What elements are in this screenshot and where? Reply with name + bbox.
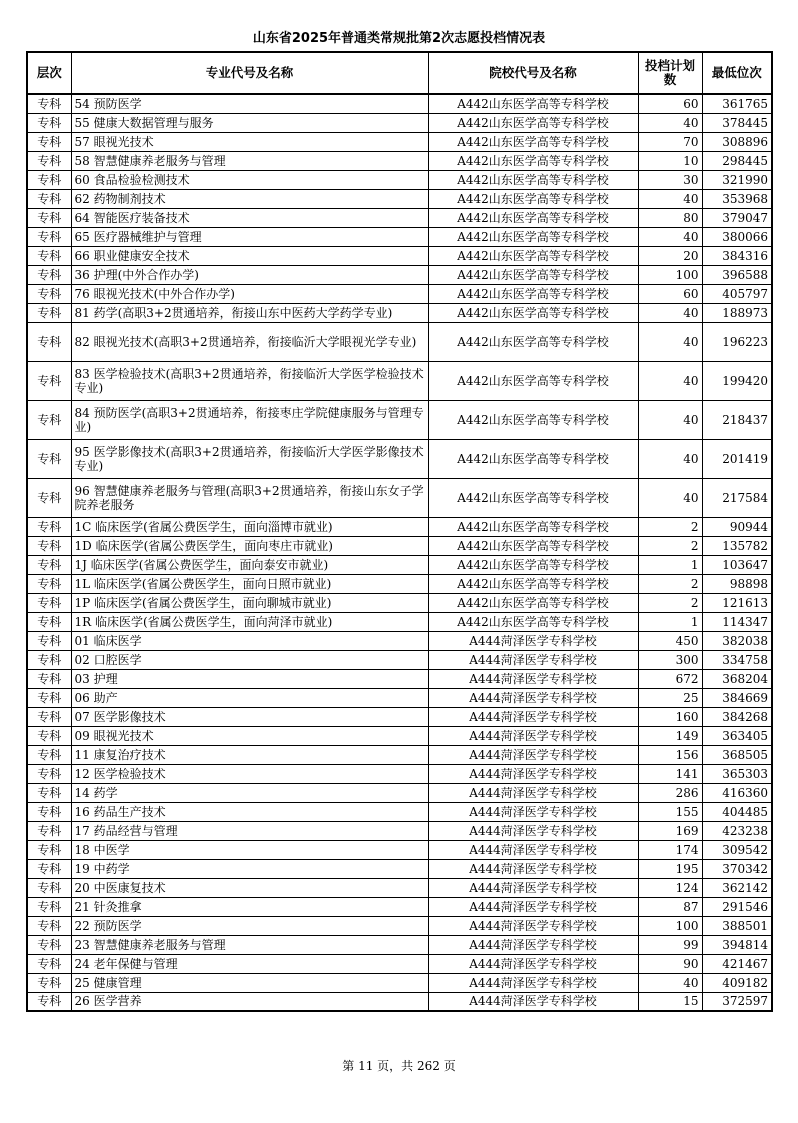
cell-major: 36 护理(中外合作办学) (71, 265, 428, 284)
table-row (27, 400, 772, 439)
table-row (27, 439, 772, 478)
cell-plan: 141 (638, 764, 702, 783)
cell-level: 专科 (27, 688, 71, 707)
table-row (27, 688, 772, 707)
cell-level: 专科 (27, 303, 71, 322)
table-row (27, 361, 772, 400)
cell-rank: 298445 (702, 151, 772, 170)
cell-rank: 291546 (702, 897, 772, 916)
table-row (27, 303, 772, 322)
cell-rank: 309542 (702, 840, 772, 859)
table-row (27, 745, 772, 764)
cell-plan: 1 (638, 612, 702, 631)
header-plan: 投档计划数 (638, 52, 702, 94)
cell-school: A442山东医学高等专科学校 (428, 246, 638, 265)
table-row (27, 726, 772, 745)
cell-major: 1L 临床医学(省属公费医学生，面向日照市就业) (71, 574, 428, 593)
cell-major: 66 职业健康安全技术 (71, 246, 428, 265)
cell-level: 专科 (27, 916, 71, 935)
cell-level: 专科 (27, 246, 71, 265)
cell-major: 1J 临床医学(省属公费医学生，面向泰安市就业) (71, 555, 428, 574)
cell-plan: 90 (638, 954, 702, 973)
cell-level: 专科 (27, 707, 71, 726)
cell-plan: 286 (638, 783, 702, 802)
table-row (27, 227, 772, 246)
cell-major: 18 中医学 (71, 840, 428, 859)
cell-plan: 100 (638, 265, 702, 284)
table-row (27, 322, 772, 361)
cell-major: 1P 临床医学(省属公费医学生，面向聊城市就业) (71, 593, 428, 612)
cell-major: 16 药品生产技术 (71, 802, 428, 821)
cell-school: A444菏泽医学专科学校 (428, 878, 638, 897)
cell-level: 专科 (27, 935, 71, 954)
cell-major: 96 智慧健康养老服务与管理(高职3+2贯通培养，衔接山东女子学院养老服务 (71, 478, 428, 517)
cell-plan: 40 (638, 361, 702, 400)
cell-rank: 201419 (702, 439, 772, 478)
page-footer: 第 11 页，共 262 页 (342, 1059, 456, 1073)
cell-rank: 334758 (702, 650, 772, 669)
cell-school: A442山东医学高等专科学校 (428, 284, 638, 303)
table-row (27, 208, 772, 227)
header-rank: 最低位次 (702, 52, 772, 94)
cell-level: 专科 (27, 132, 71, 151)
table-header-row (27, 52, 772, 94)
cell-plan: 124 (638, 878, 702, 897)
cell-major: 25 健康管理 (71, 973, 428, 992)
cell-level: 专科 (27, 973, 71, 992)
cell-school: A442山东医学高等专科学校 (428, 227, 638, 246)
cell-level: 专科 (27, 783, 71, 802)
cell-school: A442山东医学高等专科学校 (428, 208, 638, 227)
cell-major: 55 健康大数据管理与服务 (71, 113, 428, 132)
cell-plan: 195 (638, 859, 702, 878)
table-row (27, 859, 772, 878)
cell-rank: 388501 (702, 916, 772, 935)
cell-major: 06 助产 (71, 688, 428, 707)
cell-school: A444菏泽医学专科学校 (428, 859, 638, 878)
cell-plan: 100 (638, 916, 702, 935)
cell-rank: 368204 (702, 669, 772, 688)
cell-rank: 135782 (702, 536, 772, 555)
table-row (27, 992, 772, 1011)
cell-school: A442山东医学高等专科学校 (428, 94, 638, 113)
cell-plan: 2 (638, 574, 702, 593)
cell-major: 22 预防医学 (71, 916, 428, 935)
table-row (27, 151, 772, 170)
cell-major: 60 食品检验检测技术 (71, 170, 428, 189)
table-row (27, 840, 772, 859)
cell-rank: 372597 (702, 992, 772, 1011)
cell-major: 64 智能医疗装备技术 (71, 208, 428, 227)
cell-rank: 384268 (702, 707, 772, 726)
cell-level: 专科 (27, 170, 71, 189)
cell-major: 07 医学影像技术 (71, 707, 428, 726)
cell-level: 专科 (27, 400, 71, 439)
table-row (27, 593, 772, 612)
table-row (27, 707, 772, 726)
cell-rank: 121613 (702, 593, 772, 612)
cell-plan: 10 (638, 151, 702, 170)
cell-rank: 409182 (702, 973, 772, 992)
cell-rank: 114347 (702, 612, 772, 631)
cell-school: A444菏泽医学专科学校 (428, 954, 638, 973)
cell-school: A444菏泽医学专科学校 (428, 764, 638, 783)
cell-school: A442山东医学高等专科学校 (428, 189, 638, 208)
cell-major: 17 药品经营与管理 (71, 821, 428, 840)
cell-plan: 40 (638, 227, 702, 246)
cell-rank: 405797 (702, 284, 772, 303)
table-row (27, 113, 772, 132)
cell-school: A444菏泽医学专科学校 (428, 821, 638, 840)
cell-school: A444菏泽医学专科学校 (428, 935, 638, 954)
cell-school: A442山东医学高等专科学校 (428, 555, 638, 574)
table-row (27, 478, 772, 517)
cell-level: 专科 (27, 227, 71, 246)
cell-plan: 20 (638, 246, 702, 265)
cell-rank: 378445 (702, 113, 772, 132)
cell-school: A442山东医学高等专科学校 (428, 517, 638, 536)
cell-school: A442山东医学高等专科学校 (428, 478, 638, 517)
cell-school: A442山东医学高等专科学校 (428, 170, 638, 189)
cell-major: 01 临床医学 (71, 631, 428, 650)
admission-table (26, 51, 773, 1012)
cell-level: 专科 (27, 821, 71, 840)
cell-school: A444菏泽医学专科学校 (428, 916, 638, 935)
cell-major: 14 药学 (71, 783, 428, 802)
cell-plan: 60 (638, 284, 702, 303)
cell-plan: 25 (638, 688, 702, 707)
cell-plan: 15 (638, 992, 702, 1011)
cell-major: 82 眼视光技术(高职3+2贯通培养，衔接临沂大学眼视光学专业) (71, 322, 428, 361)
cell-major: 03 护理 (71, 669, 428, 688)
cell-major: 1R 临床医学(省属公费医学生，面向菏泽市就业) (71, 612, 428, 631)
cell-school: A442山东医学高等专科学校 (428, 151, 638, 170)
cell-rank: 90944 (702, 517, 772, 536)
table-row (27, 935, 772, 954)
cell-rank: 321990 (702, 170, 772, 189)
cell-major: 26 医学营养 (71, 992, 428, 1011)
table-row (27, 94, 772, 113)
cell-plan: 160 (638, 707, 702, 726)
cell-major: 83 医学检验技术(高职3+2贯通培养，衔接临沂大学医学检验技术专业) (71, 361, 428, 400)
cell-major: 58 智慧健康养老服务与管理 (71, 151, 428, 170)
cell-plan: 40 (638, 189, 702, 208)
cell-major: 24 老年保健与管理 (71, 954, 428, 973)
cell-major: 21 针灸推拿 (71, 897, 428, 916)
cell-level: 专科 (27, 361, 71, 400)
header-level: 层次 (27, 52, 71, 94)
cell-level: 专科 (27, 322, 71, 361)
cell-school: A444菏泽医学专科学校 (428, 726, 638, 745)
table-row (27, 265, 772, 284)
cell-rank: 363405 (702, 726, 772, 745)
cell-level: 专科 (27, 745, 71, 764)
cell-rank: 218437 (702, 400, 772, 439)
cell-level: 专科 (27, 764, 71, 783)
cell-plan: 60 (638, 94, 702, 113)
cell-school: A442山东医学高等专科学校 (428, 132, 638, 151)
cell-plan: 300 (638, 650, 702, 669)
cell-rank: 380066 (702, 227, 772, 246)
cell-plan: 99 (638, 935, 702, 954)
cell-rank: 416360 (702, 783, 772, 802)
cell-major: 54 预防医学 (71, 94, 428, 113)
cell-major: 23 智慧健康养老服务与管理 (71, 935, 428, 954)
cell-major: 09 眼视光技术 (71, 726, 428, 745)
cell-school: A444菏泽医学专科学校 (428, 707, 638, 726)
cell-level: 专科 (27, 439, 71, 478)
cell-plan: 87 (638, 897, 702, 916)
cell-rank: 199420 (702, 361, 772, 400)
cell-major: 1C 临床医学(省属公费医学生，面向淄博市就业) (71, 517, 428, 536)
cell-plan: 40 (638, 973, 702, 992)
table-row (27, 973, 772, 992)
cell-level: 专科 (27, 478, 71, 517)
cell-rank: 382038 (702, 631, 772, 650)
page-title: 山东省2025年普通类常规批第2次志愿投档情况表 (252, 31, 546, 46)
cell-major: 20 中医康复技术 (71, 878, 428, 897)
cell-school: A442山东医学高等专科学校 (428, 612, 638, 631)
cell-school: A442山东医学高等专科学校 (428, 439, 638, 478)
cell-plan: 149 (638, 726, 702, 745)
cell-level: 专科 (27, 859, 71, 878)
header-school: 院校代号及名称 (428, 52, 638, 94)
cell-plan: 2 (638, 593, 702, 612)
cell-level: 专科 (27, 284, 71, 303)
cell-school: A444菏泽医学专科学校 (428, 631, 638, 650)
cell-major: 57 眼视光技术 (71, 132, 428, 151)
table-row (27, 246, 772, 265)
cell-school: A444菏泽医学专科学校 (428, 897, 638, 916)
cell-rank: 404485 (702, 802, 772, 821)
cell-level: 专科 (27, 992, 71, 1011)
table-row (27, 669, 772, 688)
cell-level: 专科 (27, 265, 71, 284)
table-row (27, 764, 772, 783)
header-major: 专业代号及名称 (71, 52, 428, 94)
table-row (27, 170, 772, 189)
cell-major: 1D 临床医学(省属公费医学生，面向枣庄市就业) (71, 536, 428, 555)
table-row (27, 783, 772, 802)
table-row (27, 536, 772, 555)
cell-rank: 379047 (702, 208, 772, 227)
cell-school: A442山东医学高等专科学校 (428, 593, 638, 612)
cell-plan: 169 (638, 821, 702, 840)
cell-school: A444菏泽医学专科学校 (428, 745, 638, 764)
cell-plan: 155 (638, 802, 702, 821)
cell-rank: 370342 (702, 859, 772, 878)
cell-level: 专科 (27, 726, 71, 745)
cell-rank: 98898 (702, 574, 772, 593)
cell-rank: 308896 (702, 132, 772, 151)
cell-level: 专科 (27, 840, 71, 859)
cell-rank: 353968 (702, 189, 772, 208)
cell-school: A444菏泽医学专科学校 (428, 840, 638, 859)
cell-school: A442山东医学高等专科学校 (428, 322, 638, 361)
table-row (27, 897, 772, 916)
table-row (27, 574, 772, 593)
cell-rank: 368505 (702, 745, 772, 764)
cell-rank: 421467 (702, 954, 772, 973)
cell-rank: 423238 (702, 821, 772, 840)
cell-rank: 384316 (702, 246, 772, 265)
cell-level: 专科 (27, 208, 71, 227)
cell-major: 12 医学检验技术 (71, 764, 428, 783)
table-row (27, 802, 772, 821)
table-row (27, 284, 772, 303)
table-row (27, 878, 772, 897)
table-row (27, 954, 772, 973)
cell-level: 专科 (27, 555, 71, 574)
cell-rank: 396588 (702, 265, 772, 284)
table-row (27, 631, 772, 650)
cell-level: 专科 (27, 612, 71, 631)
table-row (27, 132, 772, 151)
cell-level: 专科 (27, 94, 71, 113)
cell-school: A444菏泽医学专科学校 (428, 802, 638, 821)
cell-plan: 40 (638, 322, 702, 361)
cell-school: A442山东医学高等专科学校 (428, 113, 638, 132)
cell-school: A442山东医学高等专科学校 (428, 536, 638, 555)
cell-level: 专科 (27, 574, 71, 593)
cell-level: 专科 (27, 802, 71, 821)
cell-level: 专科 (27, 650, 71, 669)
cell-plan: 672 (638, 669, 702, 688)
cell-school: A442山东医学高等专科学校 (428, 303, 638, 322)
table-row (27, 189, 772, 208)
cell-plan: 40 (638, 303, 702, 322)
cell-plan: 30 (638, 170, 702, 189)
cell-school: A444菏泽医学专科学校 (428, 650, 638, 669)
cell-major: 19 中药学 (71, 859, 428, 878)
cell-level: 专科 (27, 897, 71, 916)
cell-school: A442山东医学高等专科学校 (428, 361, 638, 400)
cell-plan: 156 (638, 745, 702, 764)
cell-level: 专科 (27, 878, 71, 897)
cell-school: A444菏泽医学专科学校 (428, 669, 638, 688)
cell-major: 76 眼视光技术(中外合作办学) (71, 284, 428, 303)
cell-plan: 40 (638, 400, 702, 439)
table-row (27, 650, 772, 669)
cell-level: 专科 (27, 954, 71, 973)
cell-rank: 103647 (702, 555, 772, 574)
cell-major: 62 药物制剂技术 (71, 189, 428, 208)
cell-plan: 1 (638, 555, 702, 574)
cell-plan: 2 (638, 536, 702, 555)
cell-rank: 362142 (702, 878, 772, 897)
cell-school: A442山东医学高等专科学校 (428, 400, 638, 439)
cell-level: 专科 (27, 517, 71, 536)
cell-plan: 174 (638, 840, 702, 859)
cell-level: 专科 (27, 536, 71, 555)
cell-school: A444菏泽医学专科学校 (428, 973, 638, 992)
cell-level: 专科 (27, 151, 71, 170)
cell-plan: 2 (638, 517, 702, 536)
table-row (27, 612, 772, 631)
table-row (27, 916, 772, 935)
cell-level: 专科 (27, 593, 71, 612)
table-row (27, 517, 772, 536)
cell-plan: 450 (638, 631, 702, 650)
cell-rank: 196223 (702, 322, 772, 361)
table-body (27, 94, 772, 1011)
cell-plan: 40 (638, 478, 702, 517)
cell-level: 专科 (27, 669, 71, 688)
cell-school: A444菏泽医学专科学校 (428, 783, 638, 802)
cell-rank: 217584 (702, 478, 772, 517)
cell-school: A442山东医学高等专科学校 (428, 574, 638, 593)
cell-school: A442山东医学高等专科学校 (428, 265, 638, 284)
cell-major: 11 康复治疗技术 (71, 745, 428, 764)
cell-level: 专科 (27, 113, 71, 132)
cell-school: A444菏泽医学专科学校 (428, 688, 638, 707)
cell-plan: 80 (638, 208, 702, 227)
cell-school: A444菏泽医学专科学校 (428, 992, 638, 1011)
table-row (27, 555, 772, 574)
cell-major: 84 预防医学(高职3+2贯通培养，衔接枣庄学院健康服务与管理专业) (71, 400, 428, 439)
cell-rank: 361765 (702, 94, 772, 113)
cell-rank: 384669 (702, 688, 772, 707)
cell-plan: 40 (638, 439, 702, 478)
cell-level: 专科 (27, 631, 71, 650)
cell-rank: 365303 (702, 764, 772, 783)
cell-plan: 70 (638, 132, 702, 151)
cell-plan: 40 (638, 113, 702, 132)
cell-rank: 188973 (702, 303, 772, 322)
cell-major: 95 医学影像技术(高职3+2贯通培养，衔接临沂大学医学影像技术专业) (71, 439, 428, 478)
cell-level: 专科 (27, 189, 71, 208)
cell-major: 65 医疗器械维护与管理 (71, 227, 428, 246)
cell-major: 02 口腔医学 (71, 650, 428, 669)
table-row (27, 821, 772, 840)
cell-major: 81 药学(高职3+2贯通培养，衔接山东中医药大学药学专业) (71, 303, 428, 322)
cell-rank: 394814 (702, 935, 772, 954)
